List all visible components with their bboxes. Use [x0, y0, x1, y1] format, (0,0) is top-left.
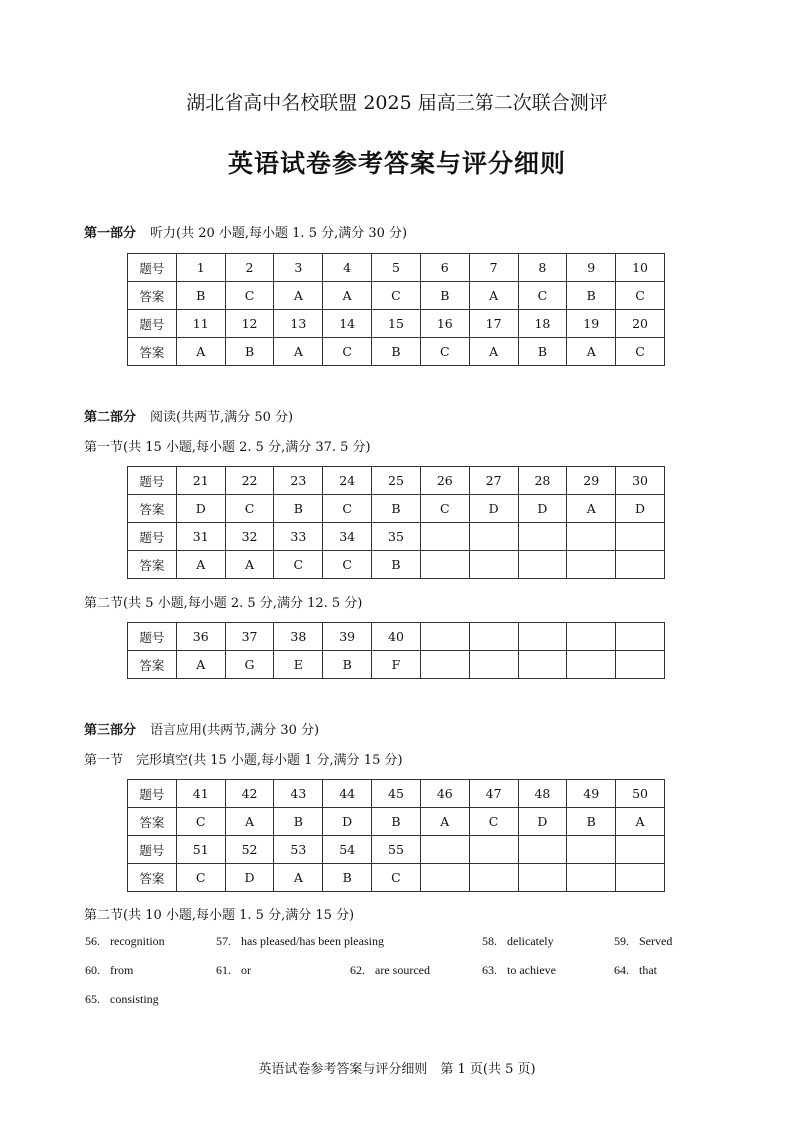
item-number: 64. — [614, 963, 629, 977]
question-number-cell — [518, 623, 567, 651]
question-number-cell: 43 — [274, 780, 323, 808]
item-answer: Served — [639, 934, 673, 948]
question-number-cell: 37 — [225, 623, 274, 651]
question-number-cell: 11 — [176, 310, 225, 338]
answer-cell: F — [372, 651, 421, 679]
answer-cell: A — [469, 338, 518, 366]
answer-cell — [420, 551, 469, 579]
row-label: 题号 — [128, 780, 177, 808]
answer-cell — [616, 864, 665, 892]
part3-sec2-heading: 第二节(共 10 小题,每小题 1. 5 分,满分 15 分) — [84, 908, 355, 923]
item-number: 60. — [85, 963, 100, 977]
answer-cell: C — [372, 282, 421, 310]
question-number-cell: 15 — [372, 310, 421, 338]
question-number-cell: 51 — [176, 836, 225, 864]
question-number-cell — [567, 523, 616, 551]
answer-cell: C — [420, 495, 469, 523]
question-number-cell: 21 — [176, 467, 225, 495]
question-number-cell: 25 — [372, 467, 421, 495]
part3-sec1-heading: 第一节 完形填空(共 15 小题,每小题 1 分,满分 15 分) — [84, 753, 403, 768]
answer-cell — [518, 651, 567, 679]
answer-cell: B — [274, 808, 323, 836]
fill-answer-item — [614, 963, 657, 978]
row-label: 答案 — [128, 338, 177, 366]
item-number: 56. — [85, 934, 100, 948]
answer-cell — [420, 864, 469, 892]
question-number-cell: 41 — [176, 780, 225, 808]
item-answer: consisting — [110, 992, 159, 1006]
answer-cell: B — [176, 282, 225, 310]
question-number-cell: 19 — [567, 310, 616, 338]
reading-sec1-answer-table — [127, 466, 665, 579]
question-number-row — [128, 310, 665, 338]
question-number-row — [128, 780, 665, 808]
answer-cell: B — [372, 495, 421, 523]
fill-answer-item — [482, 963, 556, 978]
document-subtitle: 英语试卷参考答案与评分细则 — [227, 149, 566, 178]
fill-answer-item — [85, 992, 159, 1007]
row-label: 答案 — [128, 864, 177, 892]
fill-answer-item — [85, 963, 133, 978]
answer-cell: A — [176, 651, 225, 679]
answer-cell: C — [616, 338, 665, 366]
answer-cell: B — [567, 282, 616, 310]
answer-cell: C — [225, 282, 274, 310]
item-number: 59. — [614, 934, 629, 948]
item-answer: to achieve — [507, 963, 556, 977]
answer-row — [128, 651, 665, 679]
row-label: 题号 — [128, 836, 177, 864]
question-number-cell: 50 — [616, 780, 665, 808]
question-number-cell: 14 — [323, 310, 372, 338]
item-answer: that — [639, 963, 657, 977]
answer-cell: A — [616, 808, 665, 836]
question-number-cell: 35 — [372, 523, 421, 551]
fill-answer-item — [350, 963, 430, 978]
question-number-cell — [616, 623, 665, 651]
part1-desc: 听力(共 20 小题,每小题 1. 5 分,满分 30 分) — [150, 226, 408, 241]
answer-cell: D — [518, 808, 567, 836]
question-number-cell: 29 — [567, 467, 616, 495]
item-answer: has pleased/has been pleasing — [241, 934, 384, 948]
answer-row — [128, 338, 665, 366]
row-label: 答案 — [128, 651, 177, 679]
answer-cell: A — [469, 282, 518, 310]
part2-sec1-heading: 第一节(共 15 小题,每小题 2. 5 分,满分 37. 5 分) — [84, 440, 371, 455]
question-number-cell: 28 — [518, 467, 567, 495]
listening-answer-table — [127, 253, 665, 366]
question-number-cell: 32 — [225, 523, 274, 551]
question-number-cell: 53 — [274, 836, 323, 864]
answer-row — [128, 495, 665, 523]
question-number-cell: 16 — [420, 310, 469, 338]
question-number-cell: 9 — [567, 254, 616, 282]
row-label: 答案 — [128, 495, 177, 523]
answer-cell: A — [323, 282, 372, 310]
question-number-row — [128, 623, 665, 651]
question-number-cell: 48 — [518, 780, 567, 808]
fill-answer-item — [216, 934, 384, 949]
question-number-cell: 17 — [469, 310, 518, 338]
answer-row — [128, 551, 665, 579]
row-label: 答案 — [128, 282, 177, 310]
question-number-cell — [567, 836, 616, 864]
question-number-cell: 33 — [274, 523, 323, 551]
item-answer: recognition — [110, 934, 165, 948]
answer-row — [128, 282, 665, 310]
row-label: 题号 — [128, 523, 177, 551]
exam-title: 湖北省高中名校联盟 2025 届高三第二次联合测评 — [186, 92, 608, 114]
row-label: 题号 — [128, 254, 177, 282]
answer-cell — [616, 651, 665, 679]
item-number: 62. — [350, 963, 365, 977]
part3-name: 第三部分 — [84, 723, 137, 738]
row-label: 答案 — [128, 551, 177, 579]
page-footer: 英语试卷参考答案与评分细则 第 1 页(共 5 页) — [258, 1062, 536, 1077]
question-number-cell: 4 — [323, 254, 372, 282]
answer-cell: C — [176, 864, 225, 892]
answer-cell: A — [274, 282, 323, 310]
question-number-row — [128, 254, 665, 282]
answer-row — [128, 864, 665, 892]
item-answer: are sourced — [375, 963, 430, 977]
answer-cell: C — [323, 495, 372, 523]
answer-cell: D — [469, 495, 518, 523]
answer-cell — [469, 651, 518, 679]
answer-cell: A — [225, 808, 274, 836]
answer-cell: D — [225, 864, 274, 892]
item-number: 65. — [85, 992, 100, 1006]
part2-sec2-heading: 第二节(共 5 小题,每小题 2. 5 分,满分 12. 5 分) — [84, 596, 363, 611]
question-number-cell: 31 — [176, 523, 225, 551]
answer-cell: B — [420, 282, 469, 310]
question-number-row — [128, 836, 665, 864]
row-label: 题号 — [128, 310, 177, 338]
question-number-cell — [420, 836, 469, 864]
question-number-cell — [420, 523, 469, 551]
answer-cell: A — [567, 338, 616, 366]
answer-cell: D — [323, 808, 372, 836]
row-label: 题号 — [128, 623, 177, 651]
question-number-row — [128, 523, 665, 551]
question-number-cell: 24 — [323, 467, 372, 495]
row-label: 答案 — [128, 808, 177, 836]
question-number-cell: 38 — [274, 623, 323, 651]
question-number-row — [128, 467, 665, 495]
part3-heading — [84, 719, 319, 738]
question-number-cell: 13 — [274, 310, 323, 338]
question-number-cell: 46 — [420, 780, 469, 808]
item-number: 57. — [216, 934, 231, 948]
answer-cell: B — [225, 338, 274, 366]
fill-answer-item — [614, 934, 672, 949]
answer-cell: A — [274, 338, 323, 366]
question-number-cell: 55 — [372, 836, 421, 864]
answer-cell: B — [518, 338, 567, 366]
answer-cell: A — [225, 551, 274, 579]
item-answer: or — [241, 963, 251, 977]
question-number-cell — [420, 623, 469, 651]
question-number-cell: 7 — [469, 254, 518, 282]
question-number-cell: 34 — [323, 523, 372, 551]
answer-cell — [420, 651, 469, 679]
question-number-cell: 18 — [518, 310, 567, 338]
question-number-cell: 54 — [323, 836, 372, 864]
item-number: 61. — [216, 963, 231, 977]
reading-sec2-answer-table — [127, 622, 665, 679]
answer-cell: G — [225, 651, 274, 679]
question-number-cell — [469, 523, 518, 551]
question-number-cell: 49 — [567, 780, 616, 808]
question-number-cell: 45 — [372, 780, 421, 808]
question-number-cell: 36 — [176, 623, 225, 651]
answer-cell — [616, 551, 665, 579]
question-number-cell: 30 — [616, 467, 665, 495]
question-number-cell: 6 — [420, 254, 469, 282]
answer-cell — [567, 651, 616, 679]
part3-desc: 语言应用(共两节,满分 30 分) — [150, 723, 320, 738]
answer-cell: B — [567, 808, 616, 836]
answer-cell: C — [420, 338, 469, 366]
question-number-cell: 2 — [225, 254, 274, 282]
question-number-cell — [469, 623, 518, 651]
question-number-cell: 1 — [176, 254, 225, 282]
question-number-cell: 39 — [323, 623, 372, 651]
answer-cell — [567, 864, 616, 892]
question-number-cell: 22 — [225, 467, 274, 495]
answer-cell: A — [176, 551, 225, 579]
answer-cell — [518, 864, 567, 892]
question-number-cell: 47 — [469, 780, 518, 808]
question-number-cell: 12 — [225, 310, 274, 338]
item-number: 63. — [482, 963, 497, 977]
answer-cell: A — [176, 338, 225, 366]
answer-row — [128, 808, 665, 836]
part1-name: 第一部分 — [84, 226, 137, 241]
part2-name: 第二部分 — [84, 410, 137, 425]
cloze-answer-table — [127, 779, 665, 892]
answer-cell: C — [323, 551, 372, 579]
answer-cell: C — [518, 282, 567, 310]
question-number-cell: 44 — [323, 780, 372, 808]
answer-cell: B — [372, 551, 421, 579]
question-number-cell: 5 — [372, 254, 421, 282]
answer-cell: B — [274, 495, 323, 523]
question-number-cell — [567, 623, 616, 651]
answer-cell: C — [323, 338, 372, 366]
answer-cell: C — [225, 495, 274, 523]
answer-cell: A — [274, 864, 323, 892]
question-number-cell — [616, 836, 665, 864]
answer-cell — [469, 551, 518, 579]
answer-cell: D — [176, 495, 225, 523]
item-answer: from — [110, 963, 134, 977]
question-number-cell: 20 — [616, 310, 665, 338]
answer-cell: A — [567, 495, 616, 523]
answer-cell: B — [323, 651, 372, 679]
answer-cell: C — [372, 864, 421, 892]
part2-heading — [84, 406, 293, 425]
answer-cell — [469, 864, 518, 892]
answer-cell: A — [420, 808, 469, 836]
answer-cell — [518, 551, 567, 579]
answer-cell: B — [323, 864, 372, 892]
question-number-cell — [518, 836, 567, 864]
question-number-cell: 52 — [225, 836, 274, 864]
question-number-cell: 42 — [225, 780, 274, 808]
answer-cell: E — [274, 651, 323, 679]
answer-cell: B — [372, 808, 421, 836]
answer-cell: B — [372, 338, 421, 366]
question-number-cell: 27 — [469, 467, 518, 495]
answer-cell: D — [518, 495, 567, 523]
answer-cell: C — [176, 808, 225, 836]
fill-answer-item — [85, 934, 165, 949]
question-number-cell: 26 — [420, 467, 469, 495]
answer-cell: D — [616, 495, 665, 523]
question-number-cell — [469, 836, 518, 864]
item-number: 58. — [482, 934, 497, 948]
question-number-cell: 8 — [518, 254, 567, 282]
part1-heading — [84, 222, 407, 241]
item-answer: delicately — [507, 934, 554, 948]
question-number-cell — [518, 523, 567, 551]
row-label: 题号 — [128, 467, 177, 495]
question-number-cell: 40 — [372, 623, 421, 651]
question-number-cell: 3 — [274, 254, 323, 282]
answer-cell: C — [616, 282, 665, 310]
question-number-cell: 23 — [274, 467, 323, 495]
part2-desc: 阅读(共两节,满分 50 分) — [150, 410, 294, 425]
answer-cell: C — [469, 808, 518, 836]
question-number-cell — [616, 523, 665, 551]
answer-cell — [567, 551, 616, 579]
fill-answer-item — [216, 963, 251, 978]
answer-cell: C — [274, 551, 323, 579]
fill-answer-item — [482, 934, 554, 949]
question-number-cell: 10 — [616, 254, 665, 282]
